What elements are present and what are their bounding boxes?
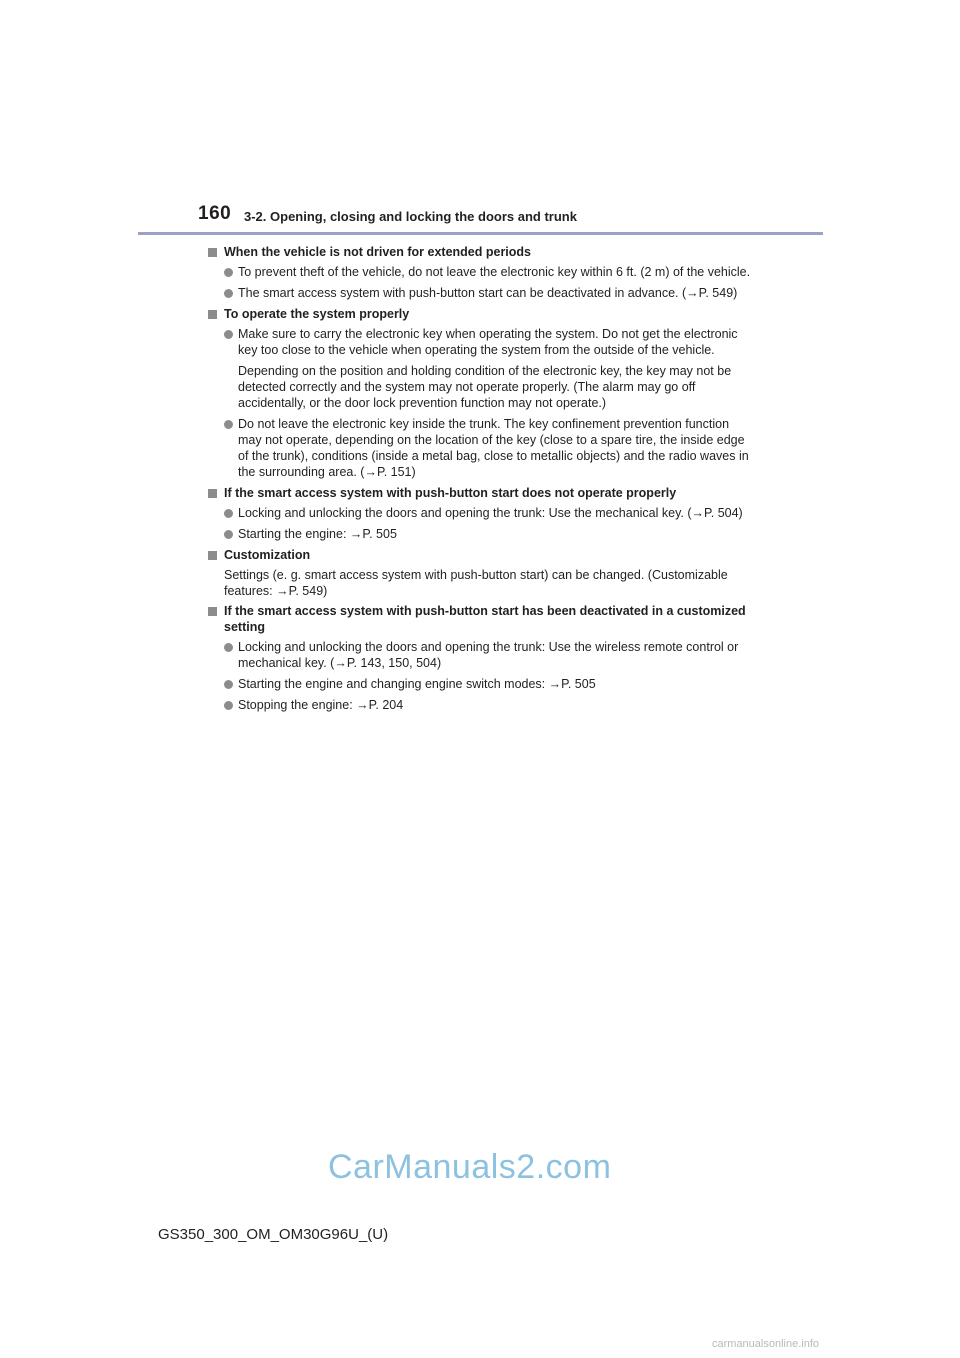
section-title: To operate the system properly: [208, 306, 753, 322]
section-extended-periods: [208, 244, 753, 301]
square-bullet-icon: [208, 310, 217, 319]
section-title: If the smart access system with push-button start has been deactivated in a customized setting: [208, 603, 753, 635]
list-item: [208, 676, 753, 692]
item-text: To prevent theft of the vehicle, do not leave the electronic key within 6 ft. (2 m) of the vehicle.: [238, 265, 751, 279]
item-text: Make sure to carry the electronic key when operating the system. Do not get the electronic key too close to the vehicle when operating the system from the outside of the vehicle.: [238, 327, 738, 357]
chapter-title: 3-2. Opening, closing and locking the doors and trunk: [244, 209, 577, 224]
item-text: Depending on the position and holding condition of the electronic key, the key may not be detected correctly and the system may not operate properly. (The alarm may go off accidentally, or the door lock prevention function may not operate.): [238, 364, 732, 410]
section-title: Customization: [208, 547, 753, 563]
item-text: Starting the engine and changing engine switch modes: →P. 505: [238, 677, 596, 691]
section-operate-properly: [208, 306, 753, 480]
watermark-logo: CarManuals2.com: [328, 1148, 612, 1186]
item-text: Locking and unlocking the doors and opening the trunk: Use the wireless remote control or mechanical key. (→P. 143, 150, 504): [238, 640, 739, 670]
list-item: [208, 264, 753, 280]
list-item: [208, 639, 753, 671]
page-header: [0, 0, 960, 240]
list-item: [208, 526, 753, 542]
footer-model-code: GS350_300_OM_OM30G96U_(U): [158, 1226, 389, 1243]
circle-bullet-icon: [224, 289, 233, 298]
circle-bullet-icon: [224, 701, 233, 710]
section-not-operate: [208, 485, 753, 542]
circle-bullet-icon: [224, 420, 233, 429]
circle-bullet-icon: [224, 330, 233, 339]
section-text: Settings (e. g. smart access system with push-button start) can be changed. (Customizable features: →P. 549): [224, 568, 728, 598]
circle-bullet-icon: [224, 680, 233, 689]
bottom-watermark: carmanualsonline.info: [712, 1338, 820, 1350]
section-deactivated: [208, 603, 753, 713]
square-bullet-icon: [208, 489, 217, 498]
list-item: [208, 505, 753, 521]
square-bullet-icon: [208, 248, 217, 257]
circle-bullet-icon: [224, 509, 233, 518]
section-title: When the vehicle is not driven for extended periods: [208, 244, 753, 260]
circle-bullet-icon: [224, 530, 233, 539]
square-bullet-icon: [208, 551, 217, 560]
section-title: If the smart access system with push-button start does not operate properly: [208, 485, 753, 501]
list-item: [208, 285, 753, 301]
item-text: The smart access system with push-button start can be deactivated in advance. (→P. 549): [238, 286, 738, 300]
section-customization: [208, 547, 753, 599]
circle-bullet-icon: [224, 268, 233, 277]
item-text: Locking and unlocking the doors and opening the trunk: Use the mechanical key. (→P. 504): [238, 506, 743, 520]
item-text: Do not leave the electronic key inside the trunk. The key confinement prevention function may not operate, depending on the location of the key (close to a spare tire, the inside edge of the trunk), conditions (inside a metal bag, close to metallic objects) and the radio waves in the surrounding area. (→P. 151): [238, 417, 749, 479]
list-item: [208, 416, 753, 480]
square-bullet-icon: [208, 607, 217, 616]
item-text: Stopping the engine: →P. 204: [238, 698, 404, 712]
page-number: 160: [198, 203, 232, 224]
circle-bullet-icon: [224, 643, 233, 652]
list-item: [208, 697, 753, 713]
header-rule: [138, 232, 823, 235]
page-content: [208, 244, 753, 718]
list-item: [208, 326, 753, 411]
item-text: Starting the engine: →P. 505: [238, 527, 397, 541]
